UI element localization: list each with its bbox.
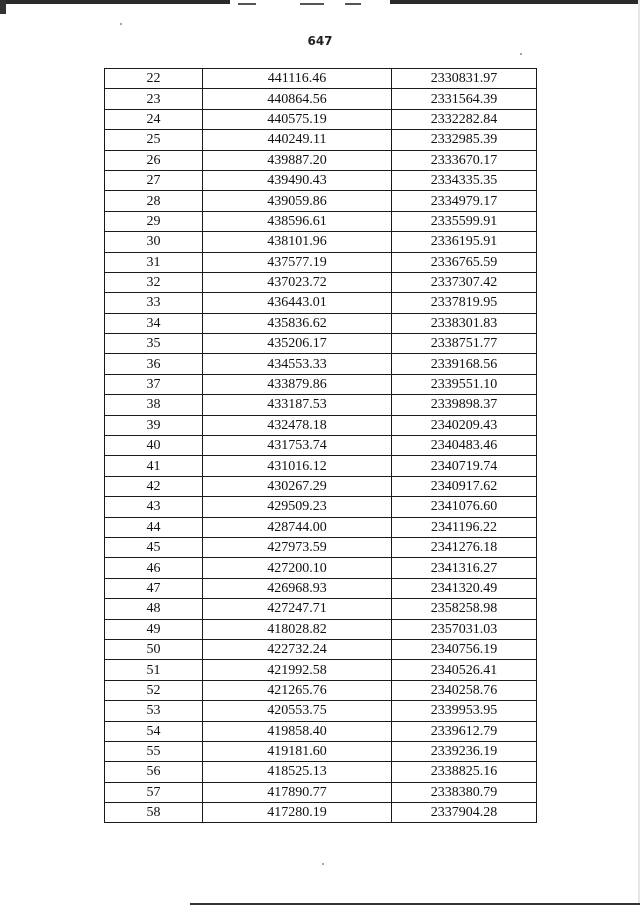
point-number-cell: 29 [105, 211, 203, 231]
point-number-cell: 53 [105, 701, 203, 721]
table-row [105, 211, 537, 231]
point-number-cell: 48 [105, 599, 203, 619]
x-coordinate-cell: 439059.86 [203, 191, 392, 211]
table-row [105, 170, 537, 190]
x-coordinate-cell: 417280.19 [203, 803, 392, 823]
y-coordinate-cell: 2337819.95 [392, 293, 537, 313]
point-number-cell: 37 [105, 374, 203, 394]
point-number-cell: 46 [105, 558, 203, 578]
x-coordinate-cell: 437577.19 [203, 252, 392, 272]
y-coordinate-cell: 2341316.27 [392, 558, 537, 578]
y-coordinate-cell: 2338301.83 [392, 313, 537, 333]
table-row [105, 232, 537, 252]
x-coordinate-cell: 439887.20 [203, 150, 392, 170]
table-row [105, 395, 537, 415]
y-coordinate-cell: 2358258.98 [392, 599, 537, 619]
y-coordinate-cell: 2339168.56 [392, 354, 537, 374]
point-number-cell: 24 [105, 109, 203, 129]
y-coordinate-cell: 2336765.59 [392, 252, 537, 272]
x-coordinate-cell: 421265.76 [203, 680, 392, 700]
table-row [105, 109, 537, 129]
y-coordinate-cell: 2357031.03 [392, 619, 537, 639]
x-coordinate-cell: 441116.46 [203, 69, 392, 89]
x-coordinate-cell: 428744.00 [203, 517, 392, 537]
point-number-cell: 33 [105, 293, 203, 313]
y-coordinate-cell: 2340917.62 [392, 476, 537, 496]
point-number-cell: 31 [105, 252, 203, 272]
point-number-cell: 45 [105, 537, 203, 557]
table-row [105, 803, 537, 823]
table-row [105, 537, 537, 557]
y-coordinate-cell: 2336195.91 [392, 232, 537, 252]
y-coordinate-cell: 2334335.35 [392, 170, 537, 190]
table-row [105, 578, 537, 598]
x-coordinate-cell: 440249.11 [203, 130, 392, 150]
x-coordinate-cell: 418525.13 [203, 762, 392, 782]
x-coordinate-cell: 431753.74 [203, 436, 392, 456]
x-coordinate-cell: 417890.77 [203, 782, 392, 802]
x-coordinate-cell: 433187.53 [203, 395, 392, 415]
table-row [105, 130, 537, 150]
x-coordinate-cell: 427247.71 [203, 599, 392, 619]
x-coordinate-cell: 426968.93 [203, 578, 392, 598]
scan-mark [238, 3, 256, 5]
x-coordinate-cell: 435836.62 [203, 313, 392, 333]
x-coordinate-cell: 435206.17 [203, 334, 392, 354]
point-number-cell: 32 [105, 272, 203, 292]
point-number-cell: 28 [105, 191, 203, 211]
x-coordinate-cell: 430267.29 [203, 476, 392, 496]
y-coordinate-cell: 2332282.84 [392, 109, 537, 129]
scan-speck [322, 863, 324, 865]
point-number-cell: 49 [105, 619, 203, 639]
table-row [105, 517, 537, 537]
table-row [105, 639, 537, 659]
x-coordinate-cell: 419858.40 [203, 721, 392, 741]
x-coordinate-cell: 422732.24 [203, 639, 392, 659]
y-coordinate-cell: 2338825.16 [392, 762, 537, 782]
y-coordinate-cell: 2341076.60 [392, 497, 537, 517]
table-row [105, 272, 537, 292]
table-row [105, 497, 537, 517]
scan-speck [120, 23, 122, 25]
point-number-cell: 26 [105, 150, 203, 170]
x-coordinate-cell: 432478.18 [203, 415, 392, 435]
point-number-cell: 56 [105, 762, 203, 782]
point-number-cell: 30 [105, 232, 203, 252]
table-row [105, 69, 537, 89]
x-coordinate-cell: 418028.82 [203, 619, 392, 639]
point-number-cell: 36 [105, 354, 203, 374]
y-coordinate-cell: 2339612.79 [392, 721, 537, 741]
point-number-cell: 57 [105, 782, 203, 802]
table-row [105, 191, 537, 211]
table-row [105, 436, 537, 456]
y-coordinate-cell: 2333670.17 [392, 150, 537, 170]
y-coordinate-cell: 2338751.77 [392, 334, 537, 354]
y-coordinate-cell: 2341196.22 [392, 517, 537, 537]
point-number-cell: 34 [105, 313, 203, 333]
point-number-cell: 52 [105, 680, 203, 700]
y-coordinate-cell: 2340719.74 [392, 456, 537, 476]
table-row [105, 334, 537, 354]
coordinate-table-body [105, 69, 537, 823]
x-coordinate-cell: 438101.96 [203, 232, 392, 252]
y-coordinate-cell: 2339551.10 [392, 374, 537, 394]
x-coordinate-cell: 427973.59 [203, 537, 392, 557]
table-row [105, 599, 537, 619]
table-row [105, 293, 537, 313]
table-row [105, 313, 537, 333]
table-row [105, 741, 537, 761]
coordinate-table [104, 68, 537, 823]
x-coordinate-cell: 419181.60 [203, 741, 392, 761]
table-row [105, 701, 537, 721]
scan-speck [520, 53, 522, 55]
y-coordinate-cell: 2332985.39 [392, 130, 537, 150]
point-number-cell: 42 [105, 476, 203, 496]
y-coordinate-cell: 2339953.95 [392, 701, 537, 721]
table-row [105, 456, 537, 476]
scan-mark [300, 3, 324, 5]
scan-mark [345, 3, 361, 5]
y-coordinate-cell: 2340526.41 [392, 660, 537, 680]
y-coordinate-cell: 2340756.19 [392, 639, 537, 659]
y-coordinate-cell: 2331564.39 [392, 89, 537, 109]
x-coordinate-cell: 437023.72 [203, 272, 392, 292]
x-coordinate-cell: 438596.61 [203, 211, 392, 231]
point-number-cell: 27 [105, 170, 203, 190]
x-coordinate-cell: 433879.86 [203, 374, 392, 394]
point-number-cell: 43 [105, 497, 203, 517]
point-number-cell: 22 [105, 69, 203, 89]
y-coordinate-cell: 2339236.19 [392, 741, 537, 761]
page-number: 647 [307, 34, 333, 48]
y-coordinate-cell: 2340209.43 [392, 415, 537, 435]
table-row [105, 252, 537, 272]
y-coordinate-cell: 2339898.37 [392, 395, 537, 415]
table-row [105, 150, 537, 170]
table-row [105, 782, 537, 802]
table-row [105, 476, 537, 496]
table-row [105, 89, 537, 109]
table-row [105, 415, 537, 435]
y-coordinate-cell: 2338380.79 [392, 782, 537, 802]
y-coordinate-cell: 2334979.17 [392, 191, 537, 211]
point-number-cell: 23 [105, 89, 203, 109]
x-coordinate-cell: 434553.33 [203, 354, 392, 374]
y-coordinate-cell: 2337307.42 [392, 272, 537, 292]
x-coordinate-cell: 440864.56 [203, 89, 392, 109]
point-number-cell: 54 [105, 721, 203, 741]
table-row [105, 558, 537, 578]
x-coordinate-cell: 429509.23 [203, 497, 392, 517]
point-number-cell: 25 [105, 130, 203, 150]
table-row [105, 680, 537, 700]
point-number-cell: 50 [105, 639, 203, 659]
x-coordinate-cell: 420553.75 [203, 701, 392, 721]
point-number-cell: 41 [105, 456, 203, 476]
table-row [105, 619, 537, 639]
point-number-cell: 51 [105, 660, 203, 680]
table-row [105, 374, 537, 394]
x-coordinate-cell: 436443.01 [203, 293, 392, 313]
x-coordinate-cell: 431016.12 [203, 456, 392, 476]
point-number-cell: 58 [105, 803, 203, 823]
scan-corner-mark [0, 0, 6, 14]
y-coordinate-cell: 2340258.76 [392, 680, 537, 700]
table-row [105, 721, 537, 741]
table-row [105, 354, 537, 374]
point-number-cell: 55 [105, 741, 203, 761]
point-number-cell: 39 [105, 415, 203, 435]
y-coordinate-cell: 2341276.18 [392, 537, 537, 557]
table-row [105, 762, 537, 782]
table-row [105, 660, 537, 680]
y-coordinate-cell: 2335599.91 [392, 211, 537, 231]
x-coordinate-cell: 421992.58 [203, 660, 392, 680]
x-coordinate-cell: 439490.43 [203, 170, 392, 190]
point-number-cell: 47 [105, 578, 203, 598]
x-coordinate-cell: 427200.10 [203, 558, 392, 578]
y-coordinate-cell: 2337904.28 [392, 803, 537, 823]
point-number-cell: 38 [105, 395, 203, 415]
y-coordinate-cell: 2330831.97 [392, 69, 537, 89]
y-coordinate-cell: 2340483.46 [392, 436, 537, 456]
point-number-cell: 40 [105, 436, 203, 456]
y-coordinate-cell: 2341320.49 [392, 578, 537, 598]
point-number-cell: 44 [105, 517, 203, 537]
x-coordinate-cell: 440575.19 [203, 109, 392, 129]
point-number-cell: 35 [105, 334, 203, 354]
